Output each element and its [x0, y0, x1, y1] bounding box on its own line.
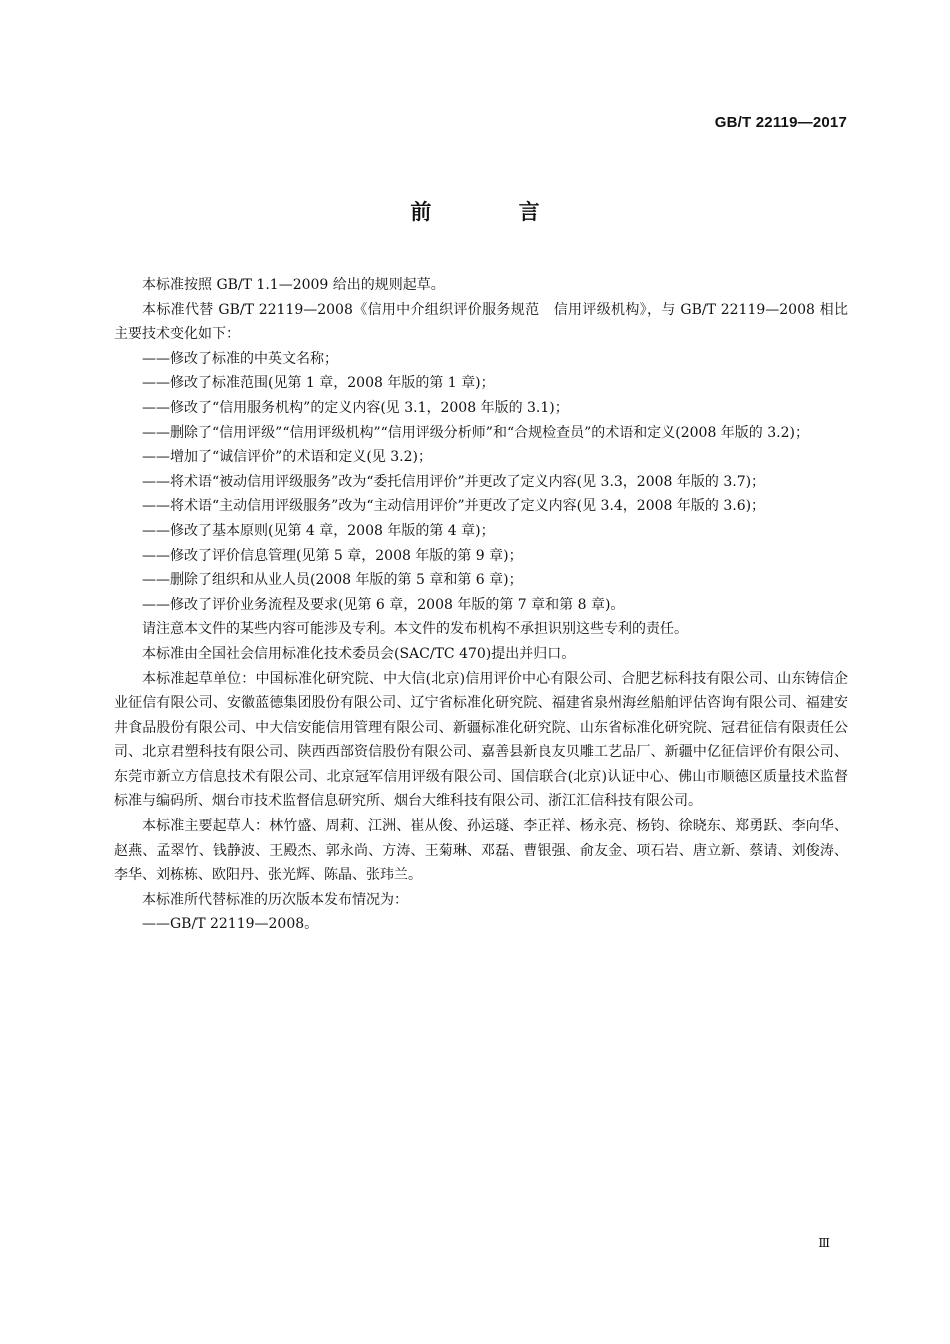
patent-notice-paragraph: 请注意本文件的某些内容可能涉及专利。本文件的发布机构不承担识别这些专利的责任。: [142, 621, 688, 638]
proposer-paragraph: 本标准由全国社会信用标准化技术委员会(SAC/TC 470)提出并归口。: [142, 645, 576, 662]
change-item: ——修改了评价信息管理(见第 5 章，2008 年版的第 9 章)；: [142, 547, 523, 564]
change-item: ——将术语“主动信用评级服务”改为“主动信用评价”并更改了定义内容(见 3.4，2008 年版的 3.6)；: [142, 498, 766, 515]
drafting-units-paragraph: 本标准起草单位：中国标准化研究院、中大信(北京)信用评价中心有限公司、合肥艺标科技有限公司、山东铸信企业征信有限公司、安徽蓝德集团股份有限公司、辽宁省标准化研究院、福建省泉州海丝船舶评估咨询有限公司、福建安井食品股份有限公司、中大信安能信用管理有限公司、新疆标准化研究院、山东省标准化研究院、冠君征信有限责任公司、北京君塑科技有限公司、陕西西部资信股份有限公司、嘉善县新良友贝雕工艺品厂、新疆中亿征信评价有限公司、东莞市新立方信息技术有限公司、北京冠军信用评级有限公司、国信联合(北京)认证中心、佛山市顺德区质量技术监督标准与编码所、烟台市技术监督信息研究所、烟台大维科技有限公司、浙江汇信科技有限公司。: [114, 670, 848, 810]
change-item: ——删除了组织和从业人员(2008 年版的第 5 章和第 6 章)；: [142, 572, 523, 589]
page-title: 前 言: [410, 200, 580, 224]
change-item: ——修改了“信用服务机构”的定义内容(见 3.1，2008 年版的 3.1)；: [142, 399, 569, 416]
drafters-paragraph: 本标准主要起草人：林竹盛、周莉、江洲、崔从俊、孙运璲、李正祥、杨永亮、杨钧、徐晓东、郑勇跃、李向华、赵燕、孟翠竹、钱静波、王殿杰、郭永尚、方涛、王菊琳、邓磊、曹银强、俞友金、项石岩、唐立新、蔡请、刘俊涛、李华、刘栋栋、欧阳丹、张光辉、陈晶、张玮兰。: [114, 818, 848, 884]
page-number: Ⅲ: [818, 1236, 830, 1250]
change-item: ——修改了标准的中英文名称；: [142, 350, 338, 367]
standard-code: GB/T 22119—2017: [714, 114, 847, 131]
history-item: ——GB/T 22119—2008。: [142, 916, 319, 933]
history-intro-paragraph: 本标准所代替标准的历次版本发布情况为：: [142, 891, 408, 908]
replacement-paragraph: 本标准代替 GB/T 22119—2008《信用中介组织评价服务规范 信用评级机构》，与 GB/T 22119—2008 相比主要技术变化如下：: [114, 301, 848, 343]
change-item: ——增加了“诚信评价”的术语和定义(见 3.2)；: [142, 449, 432, 466]
document-body: [114, 273, 848, 937]
change-item: ——修改了标准范围(见第 1 章，2008 年版的第 1 章)；: [142, 375, 495, 392]
drafting-rule-paragraph: 本标准按照 GB/T 1.1—2009 给出的规则起草。: [142, 277, 445, 293]
change-item: ——将术语“被动信用评级服务”改为“委托信用评价”并更改了定义内容(见 3.3，2008 年版的 3.7)；: [142, 473, 766, 490]
change-item: ——删除了“信用评级”“信用评级机构”“信用评级分析师”和“合规检查员”的术语和定义(2008 年版的 3.2)；: [142, 424, 809, 441]
change-item: ——修改了评价业务流程及要求(见第 6 章，2008 年版的第 7 章和第 8 章)。: [142, 596, 625, 613]
change-item: ——修改了基本原则(见第 4 章，2008 年版的第 4 章)；: [142, 522, 495, 539]
